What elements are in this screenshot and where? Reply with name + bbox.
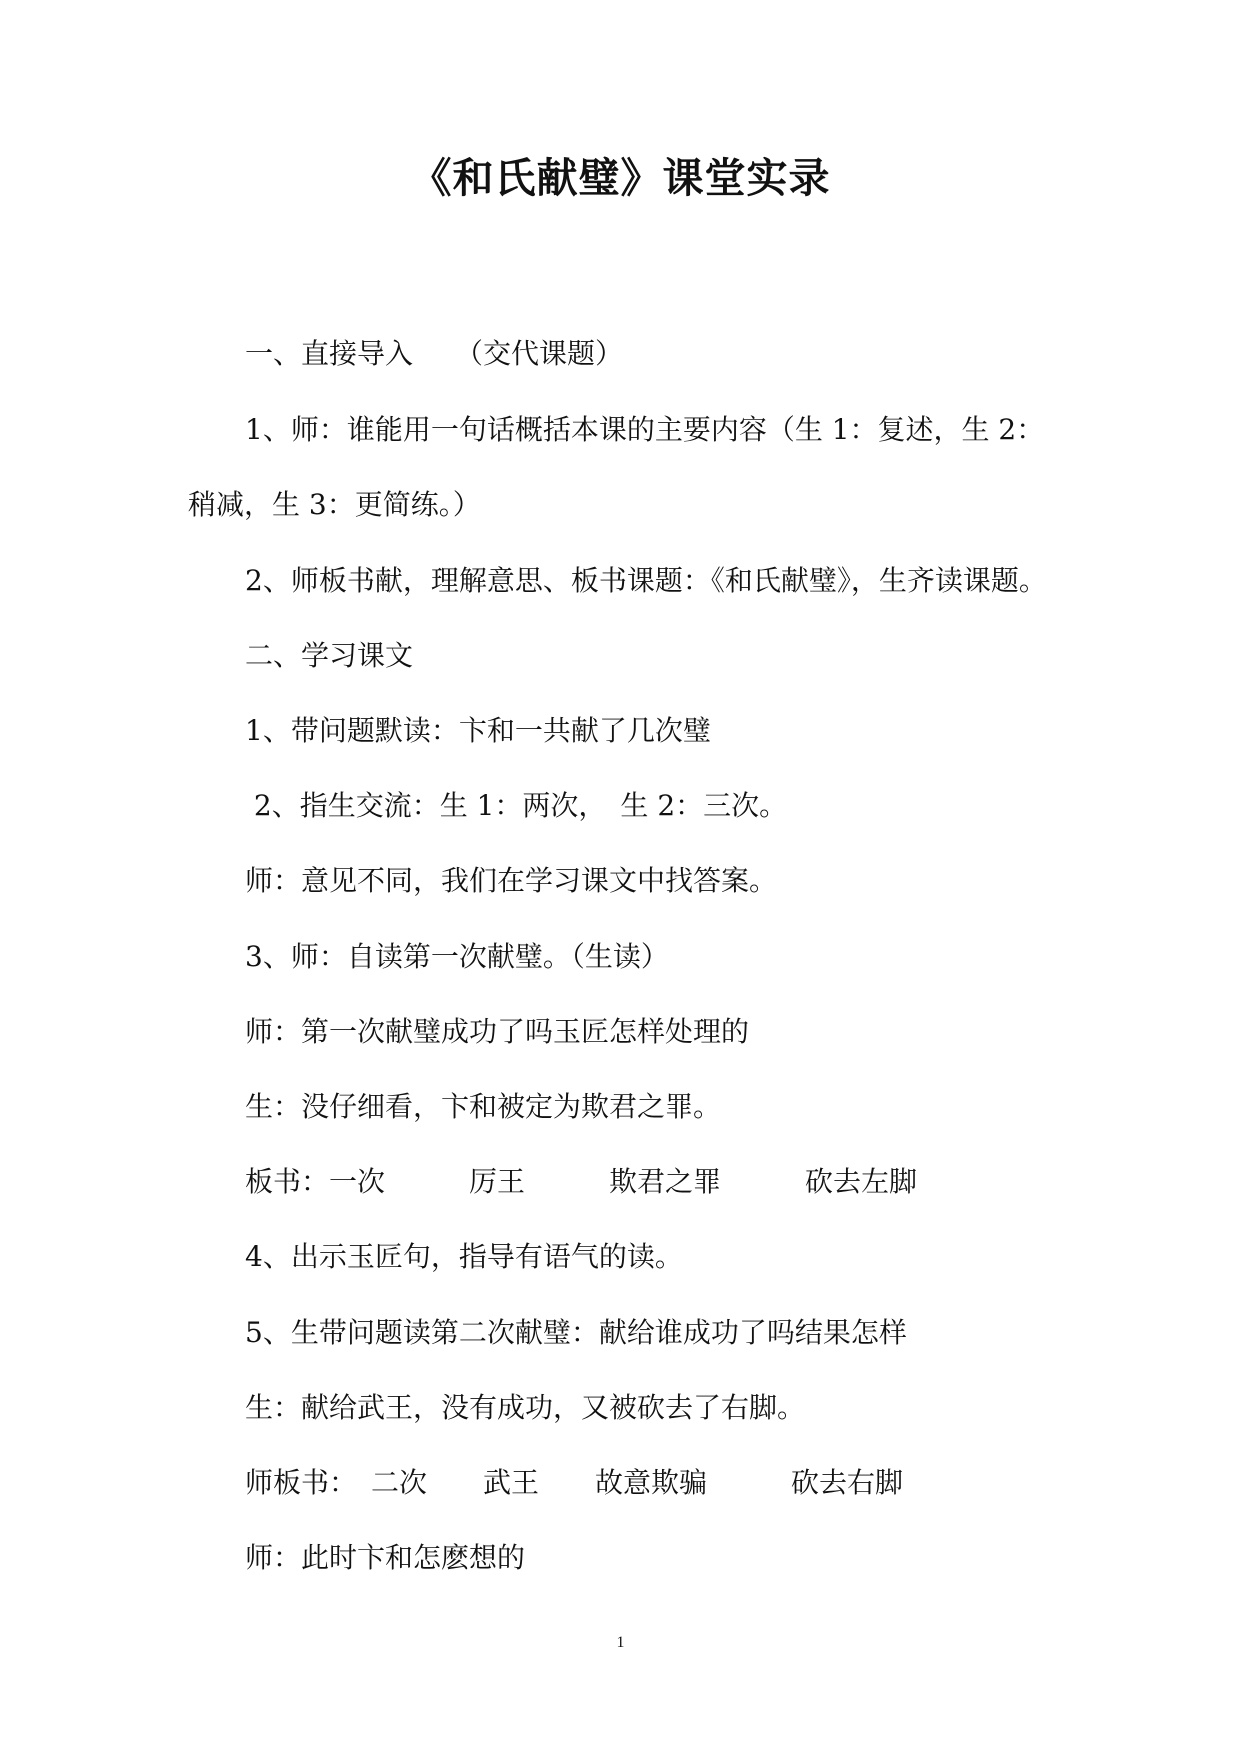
paragraph-line: 2、指生交流：生 1：两次， 生 2：三次。 [245,789,788,822]
paragraph-line: 5、生带问题读第二次献璧：献给谁成功了吗结果怎样 [245,1316,907,1349]
paragraph-line: 师：第一次献璧成功了吗玉匠怎样处理的 [245,1015,750,1048]
paragraph-line: 师：此时卞和怎麽想的 [245,1541,526,1574]
paragraph-line: 1、师：谁能用一句话概括本课的主要内容（生 1：复述，生 2： [245,413,1045,446]
section-heading: 二、学习课文 [245,639,414,672]
paragraph-line: 稍减，生 3：更简练。） [188,488,481,521]
blackboard-line: 板书：一次 厉王 欺君之罪 砍去左脚 [245,1165,918,1198]
paragraph-line: 师：意见不同，我们在学习课文中找答案。 [245,864,778,897]
paragraph-line: 生：没仔细看，卞和被定为欺君之罪。 [245,1090,722,1123]
page-number: 1 [616,1634,625,1651]
blackboard-line: 师板书： 二次 武王 故意欺骗 砍去右脚 [245,1466,904,1499]
paragraph-line: 3、师：自读第一次献璧。（生读） [245,940,669,973]
paragraph-line: 1、带问题默读：卞和一共献了几次璧 [245,714,711,747]
paragraph-line: 生：献给武王，没有成功，又被砍去了右脚。 [245,1391,806,1424]
paragraph-line: 2、师板书献，理解意思、板书课题：《和氏献璧》，生齐读课题。 [245,564,1047,597]
page-title: 《和氏献璧》课堂实录 [410,154,831,202]
paragraph-line: 4、出示玉匠句，指导有语气的读。 [245,1240,683,1273]
paragraph-line: 一、直接导入 （交代课题） [245,337,624,370]
